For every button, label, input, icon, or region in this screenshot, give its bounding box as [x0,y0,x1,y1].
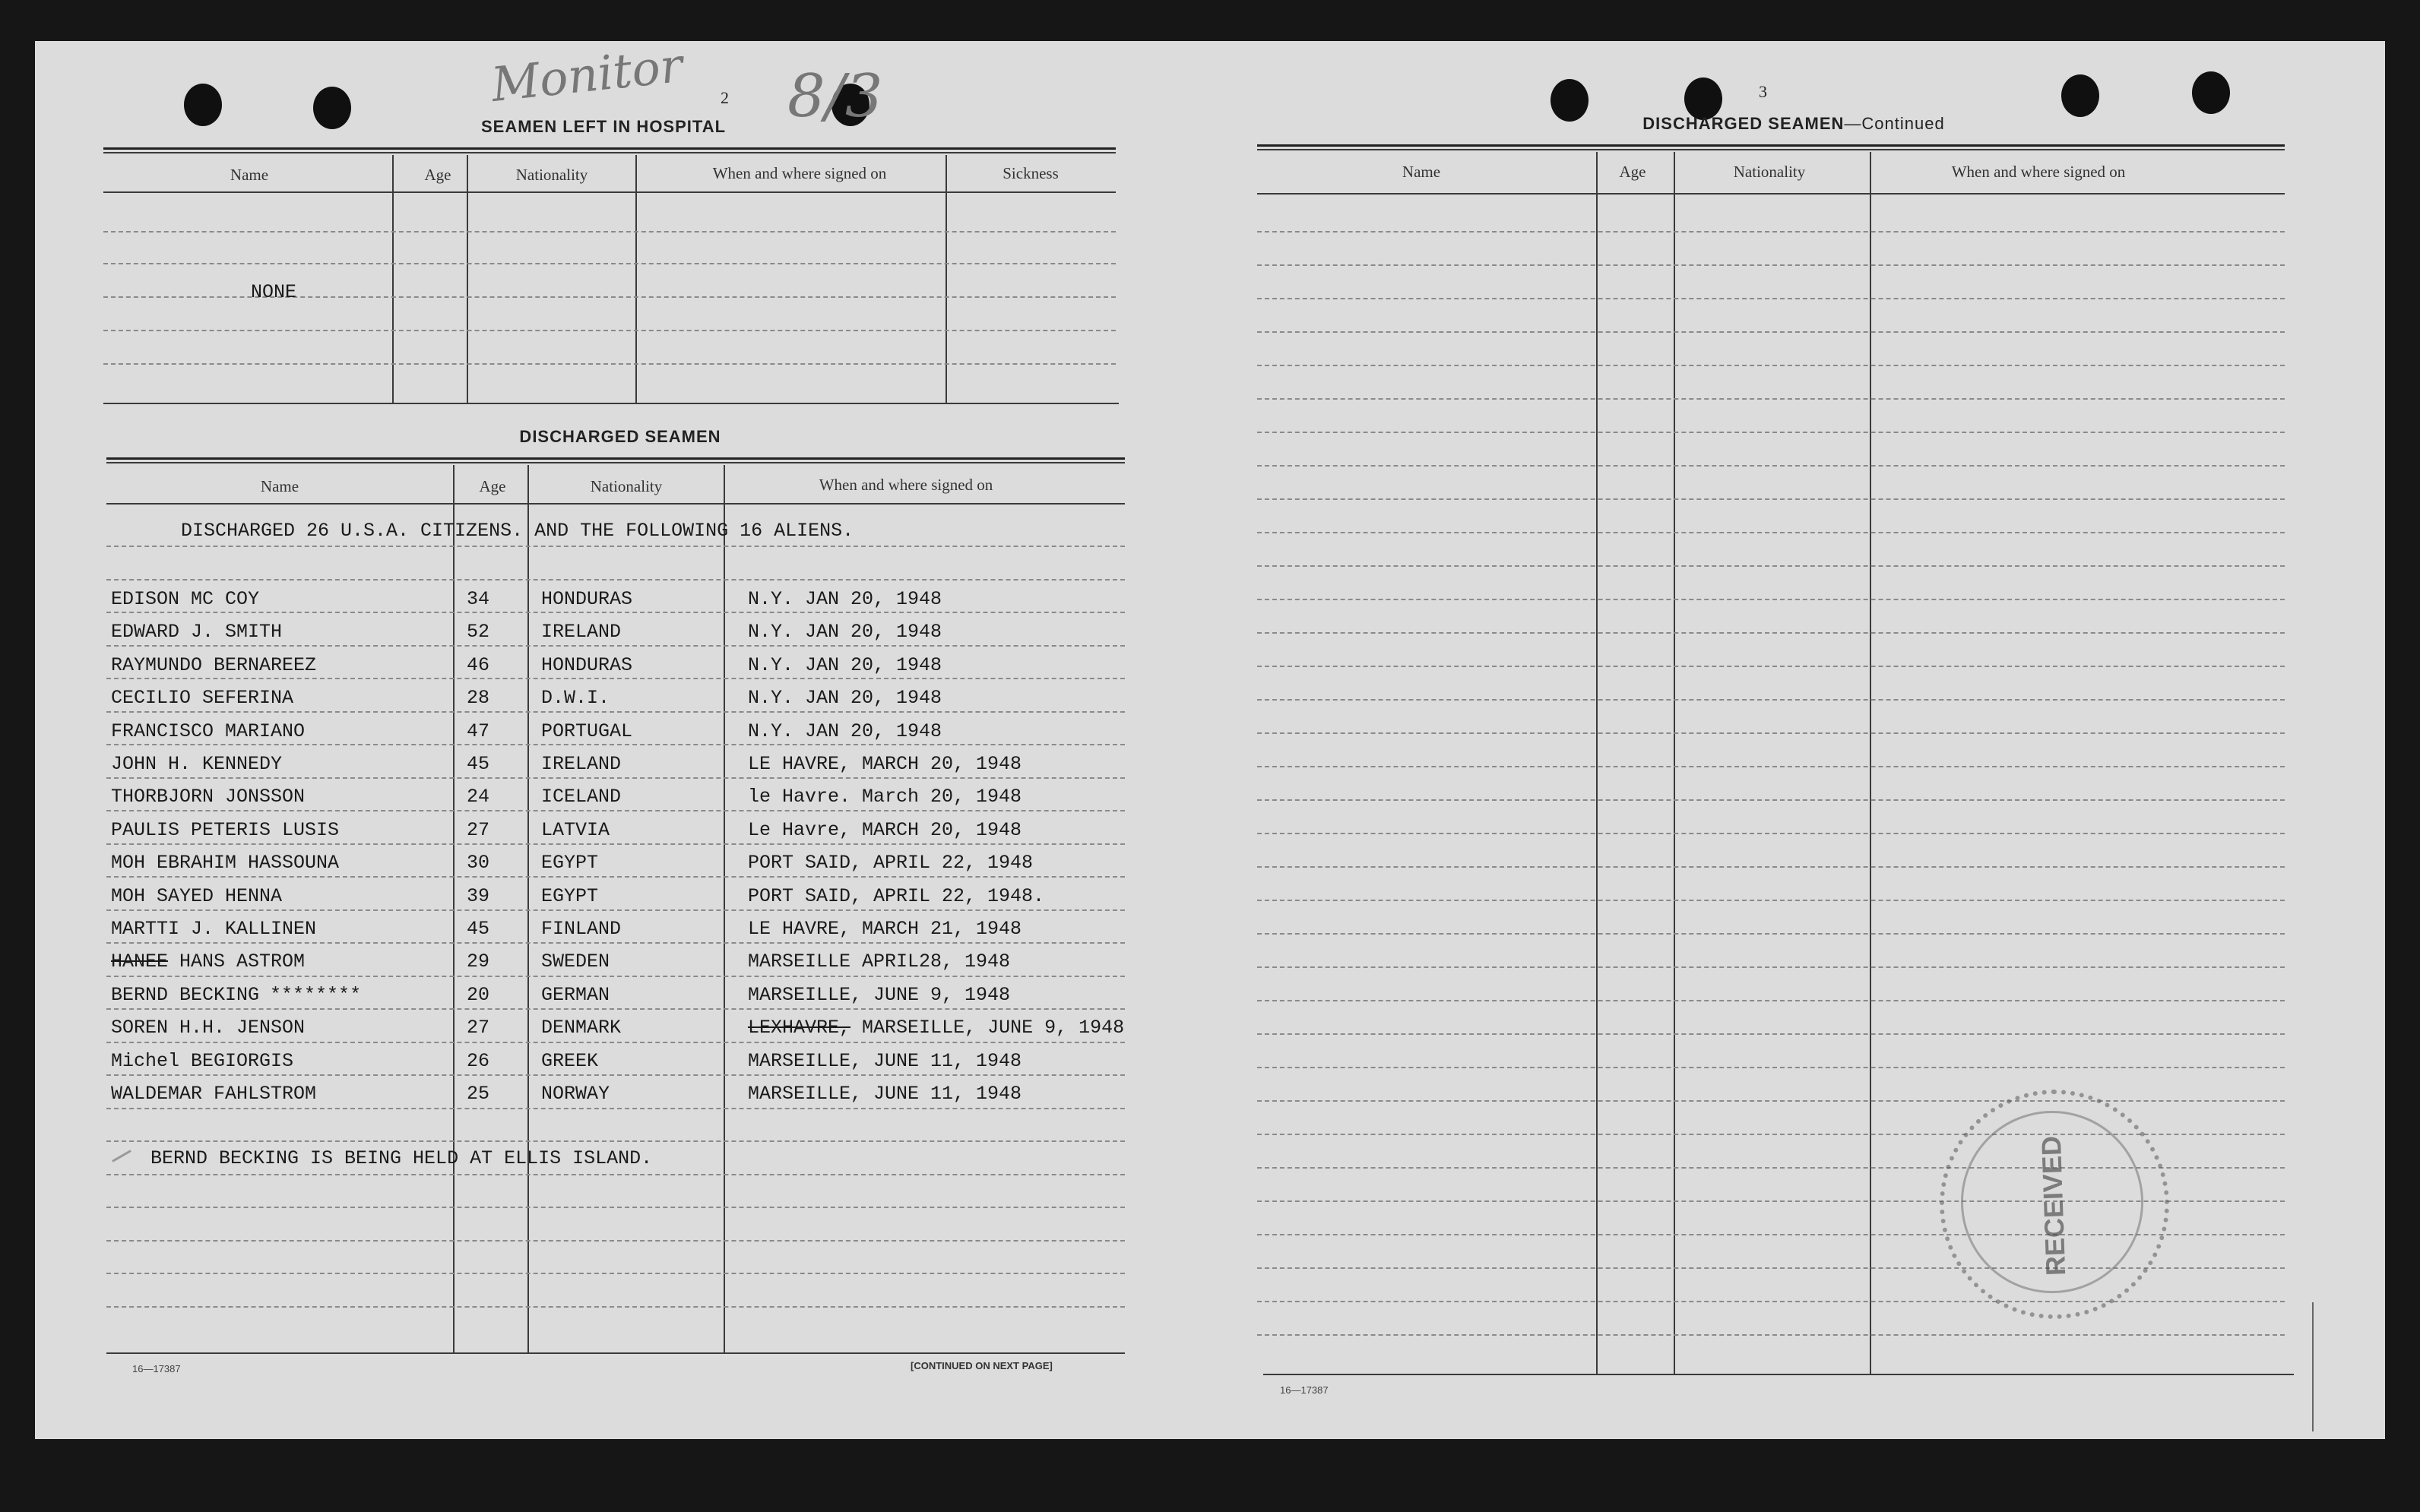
discharged-header-signed-on: When and where signed on [819,476,993,494]
seaman-name-text: EDWARD J. SMITH [111,621,283,643]
seaman-name-text: BERND BECKING [111,984,260,1006]
divider [103,147,1116,150]
seaman-name-text: MOH EBRAHIM HASSOUNA [111,852,340,874]
continued-note: [CONTINUED ON NEXT PAGE] [911,1360,1053,1371]
seaman-age: 29 [467,951,490,973]
row-rule [103,231,1116,232]
seaman-name-text: FRANCISCO MARIANO [111,720,306,742]
row-rule [1257,532,2285,533]
name-asterisks: ******** [270,984,362,1006]
column-line [1870,152,1871,1375]
signed-on-text: MARSEILLE, JUNE 9, 1948 [748,984,1011,1006]
row-rule [1257,666,2285,667]
hospital-header-sickness: Sickness [1003,164,1059,182]
divider [106,462,1125,463]
punch-hole [184,84,222,126]
header-underline [1257,193,2285,195]
seaman-name-text: WALDEMAR FAHLSTROM [111,1083,317,1105]
page-number-left: 2 [721,88,729,107]
row-rule [106,645,1125,647]
row-rule [1257,298,2285,299]
row-rule [106,546,1125,547]
signed-on-text: MARSEILLE, JUNE 11, 1948 [748,1050,1022,1072]
signed-on-text: N.Y. JAN 20, 1948 [748,621,942,643]
row-rule [106,612,1125,613]
seaman-name-text: MOH SAYED HENNA [111,885,283,907]
row-rule [106,1108,1125,1109]
hospital-header-nationality: Nationality [515,166,588,184]
column-line [1674,152,1675,1375]
seaman-name [111,621,282,643]
punch-hole [313,87,351,129]
row-rule [106,843,1125,845]
row-rule [106,876,1125,878]
seaman-nationality: IRELAND [541,621,622,643]
seaman-signed-on [748,588,942,610]
seaman-signed-on [748,621,942,643]
seaman-age: 30 [467,852,490,874]
row-rule [106,711,1125,713]
discharged-summary: DISCHARGED 26 U.S.A. CITIZENS. AND THE FOLLOWING 16 ALIENS. [181,520,854,542]
seaman-name [111,753,282,775]
seaman-nationality: PORTUGAL [541,720,633,742]
column-line [946,155,947,404]
page-number-right: 3 [1759,82,1767,101]
seaman-name-text: RAYMUNDO BERNAREEZ [111,654,317,676]
punch-hole [2061,74,2099,117]
seaman-signed-on [748,852,1033,874]
seaman-age: 28 [467,687,490,709]
column-line [1596,152,1598,1375]
row-rule [103,263,1116,264]
seaman-name [111,819,339,841]
row-rule [106,810,1125,811]
row-rule [106,1306,1125,1308]
row-rule [106,1042,1125,1043]
seaman-age: 24 [467,786,490,808]
row-rule [1257,632,2285,634]
row-rule [103,330,1116,331]
row-rule [1257,1067,2285,1068]
header-underline [106,503,1125,505]
row-rule [106,1174,1125,1175]
discharged-title: DISCHARGED SEAMEN [519,427,721,446]
divider [1257,144,2285,147]
signed-on-text: N.Y. JAN 20, 1948 [748,588,942,610]
ellis-island-note: BERND BECKING IS BEING HELD AT ELLIS ISLAND. [150,1147,653,1169]
row-rule [1257,1000,2285,1001]
row-rule [1257,732,2285,734]
row-rule [1257,398,2285,400]
seaman-name [111,588,259,610]
seaman-nationality: EGYPT [541,885,599,907]
header-underline [103,191,1116,193]
seaman-nationality: HONDURAS [541,654,633,676]
seaman-name [111,984,361,1006]
signed-on-text: LE HAVRE, MARCH 21, 1948 [748,918,1022,940]
signed-on-text: MARSEILLE, JUNE 11, 1948 [748,1083,1022,1105]
punch-hole [1551,79,1589,122]
hospital-title: SEAMEN LEFT IN HOSPITAL [480,117,727,136]
signed-on-text: Le Havre, MARCH 20, 1948 [748,819,1022,841]
row-rule [1257,900,2285,901]
row-rule [1257,1033,2285,1035]
seaman-name [111,1017,305,1039]
signed-on-text: le Havre. March 20, 1948 [748,786,1022,808]
received-stamp-text: RECEIVED [2035,1135,2072,1276]
column-line [392,155,394,404]
seaman-signed-on [748,654,942,676]
seaman-age: 25 [467,1083,490,1105]
edge-mark [2312,1302,2314,1431]
signed-on-text: LE HAVRE, MARCH 20, 1948 [748,753,1022,775]
signed-on-text: N.Y. JAN 20, 1948 [748,720,942,742]
column-line [467,155,468,404]
handwritten-note: Monitor [488,37,686,112]
row-rule [1257,966,2285,968]
seaman-signed-on [748,1083,1022,1105]
seaman-nationality: DENMARK [541,1017,622,1039]
signed-on-text: N.Y. JAN 20, 1948 [748,687,942,709]
signed-on-text: PORT SAID, APRIL 22, 1948 [748,852,1034,874]
seaman-name-text: EDISON MC COY [111,588,260,610]
row-rule [106,1074,1125,1076]
signed-on-text: N.Y. JAN 20, 1948 [748,654,942,676]
row-rule [1257,599,2285,600]
seaman-name [111,885,282,907]
row-rule [1257,833,2285,834]
seaman-nationality: IRELAND [541,753,622,775]
seaman-nationality: EGYPT [541,852,599,874]
row-rule [106,678,1125,679]
row-rule [1257,866,2285,868]
seaman-signed-on [748,1017,1124,1039]
row-rule [1257,1334,2285,1336]
seaman-nationality: SWEDEN [541,951,610,973]
seaman-nationality: FINLAND [541,918,622,940]
hospital-header-name: Name [230,166,269,184]
right-header-signed-on: When and where signed on [1951,163,2126,181]
seaman-signed-on [748,786,1022,808]
seaman-name-text: JOHN H. KENNEDY [111,753,283,775]
row-rule [106,1207,1125,1208]
seaman-nationality: ICELAND [541,786,622,808]
continued-title-suffix: —Continued [1844,114,1945,133]
row-rule [106,744,1125,745]
discharged-header-age: Age [479,477,506,495]
row-rule [106,976,1125,977]
seaman-name-text: HANS ASTROM [179,951,306,973]
right-header-age: Age [1619,163,1646,181]
row-rule [106,1008,1125,1010]
seaman-name [111,951,305,973]
row-rule [1257,465,2285,467]
seaman-signed-on [748,819,1022,841]
seaman-nationality: GREEK [541,1050,599,1072]
seaman-name [111,1083,316,1105]
divider [103,152,1116,153]
seaman-age: 45 [467,753,490,775]
row-rule [103,363,1116,365]
form-number-right: 16—17387 [1280,1384,1329,1396]
seaman-nationality: HONDURAS [541,588,633,610]
row-rule [1257,264,2285,266]
seaman-name [111,720,305,742]
row-rule [1257,766,2285,767]
row-rule [1257,432,2285,433]
note-tick-mark [112,1150,131,1162]
seaman-age: 27 [467,819,490,841]
signed-on-text: PORT SAID, APRIL 22, 1948. [748,885,1045,907]
seaman-age: 26 [467,1050,490,1072]
struck-place-fragment: LEXHAVRE, [748,1017,851,1039]
row-rule [1257,231,2285,232]
right-header-name: Name [1402,163,1441,181]
discharged-header-name: Name [260,477,299,495]
seaman-nationality: LATVIA [541,819,610,841]
seaman-name-text: MARTTI J. KALLINEN [111,918,317,940]
row-rule [106,1140,1125,1142]
seaman-signed-on [748,918,1022,940]
struck-name-fragment: HANEE [111,951,169,973]
row-rule [106,579,1125,580]
seaman-signed-on [748,1050,1022,1072]
hospital-header-age: Age [424,166,451,184]
seaman-age: 27 [467,1017,490,1039]
seaman-name-text: CECILIO SEFERINA [111,687,294,709]
seaman-age: 45 [467,918,490,940]
row-rule [1257,331,2285,333]
row-rule [1257,799,2285,801]
row-rule [1257,933,2285,935]
seaman-age: 20 [467,984,490,1006]
discharged-header-nationality: Nationality [590,477,663,495]
row-rule [106,1240,1125,1242]
seaman-age: 39 [467,885,490,907]
continued-title-main: DISCHARGED SEAMEN [1642,114,1845,133]
seaman-signed-on [748,984,1010,1006]
row-rule [106,1273,1125,1274]
seaman-age: 47 [467,720,490,742]
row-rule [106,777,1125,779]
hospital-entry: NONE [251,281,297,303]
seaman-nationality: NORWAY [541,1083,610,1105]
right-header-nationality: Nationality [1733,163,1806,181]
seaman-age: 52 [467,621,490,643]
row-rule [1257,1100,2285,1102]
seaman-signed-on [748,753,1022,775]
continued-title [1642,114,1944,134]
row-rule [1257,1301,2285,1302]
seaman-signed-on [748,720,942,742]
signed-on-text: MARSEILLE, JUNE 9, 1948 [862,1017,1125,1039]
seaman-name [111,852,339,874]
seaman-nationality: GERMAN [541,984,610,1006]
punch-hole [2192,71,2230,114]
signed-on-text: MARSEILLE APRIL28, 1948 [748,951,1011,973]
handwritten-ref: 8/3 [787,62,883,131]
seaman-name [111,1050,293,1072]
received-stamp [1940,1090,2169,1319]
seaman-name [111,687,293,709]
seaman-name-text: SOREN H.H. JENSON [111,1017,306,1039]
row-rule [1257,365,2285,366]
row-rule [1257,498,2285,500]
form-number-left: 16—17387 [132,1363,181,1374]
seaman-name-text: PAULIS PETERIS LUSIS [111,819,340,841]
divider [106,457,1125,460]
row-rule [106,909,1125,911]
divider [106,1352,1125,1354]
divider [1263,1374,2294,1375]
seaman-name [111,786,305,808]
seaman-name-text: THORBJORN JONSSON [111,786,306,808]
seaman-signed-on [748,687,942,709]
column-line [635,155,637,404]
row-rule [1257,699,2285,701]
divider [103,403,1119,404]
row-rule [106,942,1125,944]
seaman-age: 46 [467,654,490,676]
seaman-name-text: Michel BEGIORGIS [111,1050,294,1072]
seaman-name [111,654,316,676]
seaman-age: 34 [467,588,490,610]
seaman-name [111,918,316,940]
row-rule [1257,565,2285,567]
hospital-header-signed-on: When and where signed on [712,164,887,182]
divider [1257,149,2285,150]
seaman-signed-on [748,951,1010,973]
seaman-signed-on [748,885,1044,907]
seaman-nationality: D.W.I. [541,687,610,709]
document-sheet [35,37,2385,1439]
